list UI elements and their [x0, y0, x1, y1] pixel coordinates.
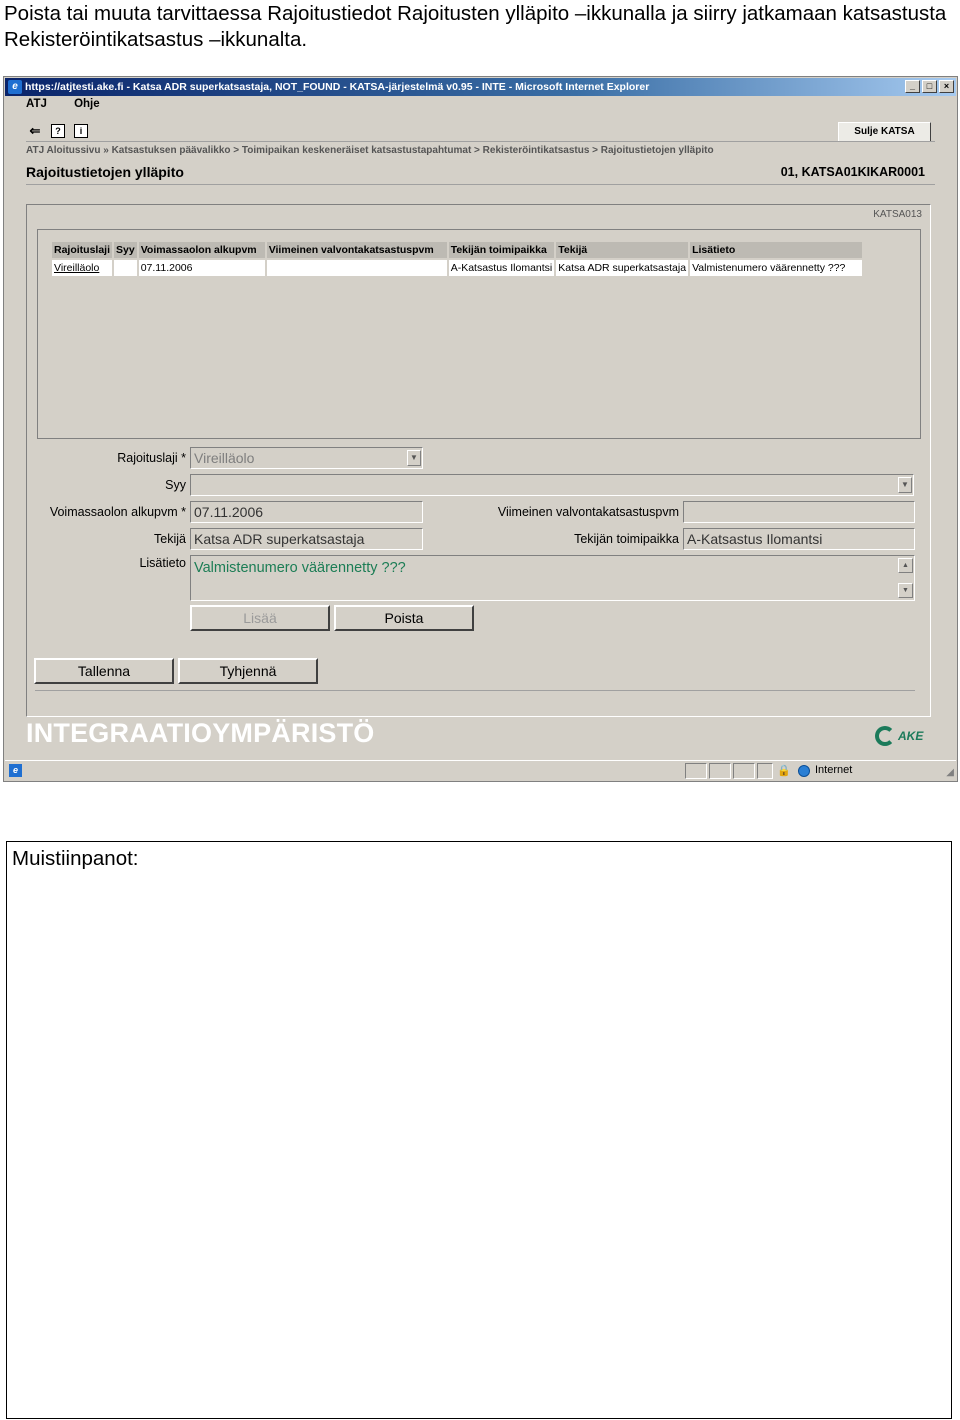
back-arrow-icon[interactable]: ⇐ — [29, 123, 41, 138]
column-header-toimipaikka: Tekijän toimipaikka — [449, 242, 555, 258]
panel-divider — [35, 690, 915, 691]
menu-item-atj[interactable]: ATJ — [26, 98, 47, 110]
row-syy — [114, 260, 137, 276]
environment-banner: INTEGRAATIOYMPÄRISTÖ — [26, 718, 375, 748]
browser-title: https://atjtesti.ake.fi - Katsa ADR superkatsastaja, NOT_FOUND - KATSA-järjestelmä v0.95 - INTE - Microsoft Internet Explorer — [25, 81, 650, 93]
internet-explorer-icon: e — [8, 80, 22, 94]
alkupvm-field[interactable]: 07.11.2006 — [190, 501, 423, 523]
viimeinen-label: Viimeinen valvontakatsastuspvm — [497, 505, 679, 519]
lisatieto-label: Lisätieto — [139, 556, 186, 570]
close-katsa-button[interactable]: Sulje KATSA — [838, 122, 931, 142]
minimize-button[interactable]: _ — [905, 80, 920, 93]
security-zone: Internet — [815, 764, 853, 776]
ake-logo — [875, 725, 931, 747]
rajoituslaji-value: Vireilläolo — [194, 450, 255, 466]
row-viimeinen — [267, 260, 447, 276]
clear-button[interactable]: Tyhjennä — [178, 658, 318, 684]
column-header-tekija: Tekijä — [556, 242, 688, 258]
scroll-down-icon[interactable]: ▼ — [898, 583, 913, 598]
rajoituslaji-label: Rajoituslaji * — [117, 451, 186, 465]
column-header-syy: Syy — [116, 244, 135, 256]
title-divider — [26, 184, 935, 185]
syy-label: Syy — [165, 478, 186, 492]
chevron-down-icon[interactable]: ▼ — [898, 477, 912, 493]
toimipaikka-label: Tekijän toimipaikka — [574, 532, 679, 546]
page-status-icon: e — [9, 764, 22, 777]
form-panel — [26, 204, 931, 717]
save-button[interactable]: Tallenna — [34, 658, 174, 684]
close-window-button[interactable]: × — [939, 80, 954, 93]
ake-logo-text: AKE — [898, 729, 924, 743]
column-header-alkupvm: Voimassaolon alkupvm — [139, 242, 265, 258]
rajoituslaji-select[interactable] — [190, 447, 423, 469]
ake-logo-icon — [875, 726, 895, 746]
column-header-lisatieto: Lisätieto — [690, 242, 862, 258]
resize-grip-icon[interactable]: ◢ — [946, 767, 954, 778]
help-icon[interactable]: ? — [51, 124, 65, 138]
lisatieto-textarea[interactable] — [190, 555, 915, 601]
table-row[interactable] — [52, 260, 862, 276]
info-icon[interactable]: i — [74, 124, 88, 138]
row-toimipaikka: A-Katsastus Ilomantsi — [450, 262, 553, 274]
add-button[interactable]: Lisää — [190, 605, 330, 631]
app-toolbar — [28, 124, 88, 138]
maximize-button[interactable]: □ — [922, 80, 937, 93]
status-cell — [685, 763, 707, 779]
row-rajoituslaji-link[interactable]: Vireilläolo — [52, 260, 112, 276]
status-cell — [733, 763, 755, 779]
tekija-label: Tekijä — [154, 532, 186, 546]
notes-box[interactable] — [6, 841, 952, 1419]
lisatieto-value: Valmistenumero väärennetty ??? — [194, 560, 406, 576]
tekija-field[interactable]: Katsa ADR superkatsastaja — [190, 528, 423, 550]
app-menu — [26, 98, 124, 110]
column-header-viimeinen: Viimeinen valvontakatsastuspvm — [267, 242, 447, 258]
browser-status-bar — [5, 760, 956, 780]
restriction-list — [37, 229, 921, 439]
delete-button[interactable]: Poista — [334, 605, 474, 631]
notes-label: Muistiinpanot: — [12, 847, 139, 870]
menu-item-ohje[interactable]: Ohje — [74, 98, 100, 110]
browser-title-bar — [5, 78, 956, 96]
header-divider — [26, 141, 935, 142]
toimipaikka-field[interactable]: A-Katsastus Ilomantsi — [683, 528, 915, 550]
instruction-text: Poista tai muuta tarvittaessa Rajoitustiedot Rajoitusten ylläpito –ikkunalla ja siirry jatkamaan katsastusta Rekisteröintikatsastus –ikkunalta. — [4, 2, 947, 51]
status-cell — [757, 763, 773, 779]
browser-window — [3, 76, 958, 782]
breadcrumb[interactable]: ATJ Aloitussivu » Katsastuksen päävalikko > Toimipaikan keskeneräiset katsastustapahtumat > Rekisteröintikatsastus > Rajoitustietojen ylläpito — [26, 145, 714, 156]
viimeinen-field[interactable] — [683, 501, 915, 523]
syy-select[interactable] — [190, 474, 914, 496]
row-alkupvm: 07.11.2006 — [139, 260, 265, 276]
chevron-down-icon[interactable]: ▼ — [407, 450, 421, 466]
row-tekija: Katsa ADR superkatsastaja — [558, 262, 687, 274]
column-header-rajoituslaji: Rajoituslaji — [54, 244, 111, 256]
globe-icon — [798, 765, 810, 777]
alkupvm-label: Voimassaolon alkupvm * — [49, 505, 186, 519]
restriction-table — [50, 240, 864, 278]
user-code: 01, KATSA01KIKAR0001 — [780, 165, 925, 179]
lock-icon: 🔒 — [777, 765, 791, 777]
status-cell — [709, 763, 731, 779]
scroll-up-icon[interactable]: ▲ — [898, 558, 913, 573]
row-lisatieto: Valmistenumero väärennetty ??? — [690, 260, 862, 276]
page-title: Rajoitustietojen ylläpito — [26, 164, 184, 180]
form-code: KATSA013 — [873, 209, 922, 220]
